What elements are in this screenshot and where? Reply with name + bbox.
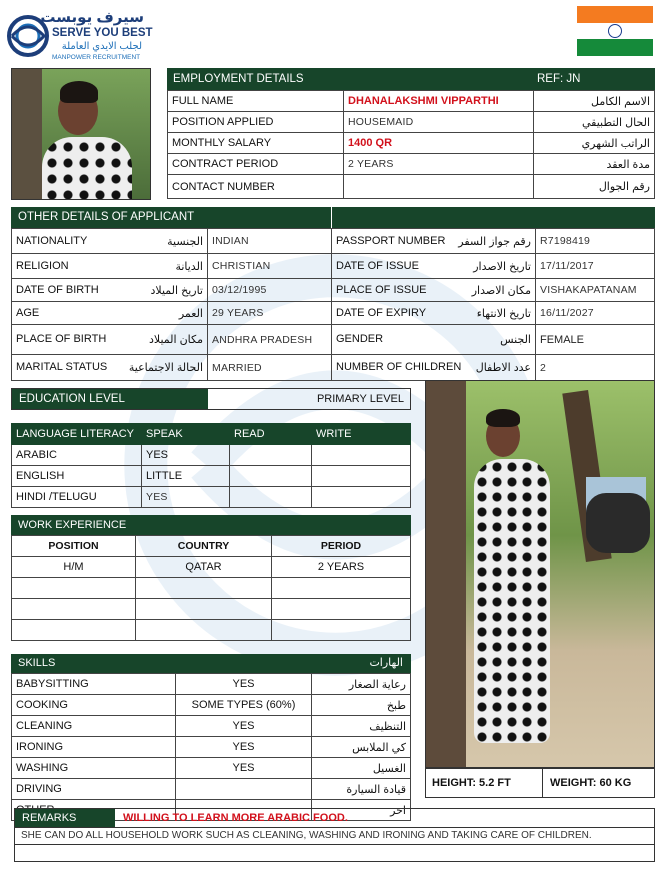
language-table — [11, 423, 411, 508]
read-col-header: READ — [230, 424, 312, 445]
table-row — [12, 599, 411, 620]
language-name: ENGLISH — [12, 466, 142, 487]
skill-value: YES — [176, 716, 312, 737]
table-row — [12, 779, 411, 800]
row-label-ar: الحال التطبيقي — [534, 112, 655, 133]
speak-col-header: SPEAK — [142, 424, 230, 445]
work-country: QATAR — [136, 557, 272, 578]
nationality-label: NATIONALITY — [16, 234, 88, 247]
table-row — [168, 133, 655, 154]
skills-title: SKILLS — [18, 657, 56, 669]
marital-value: MARRIED — [208, 355, 332, 381]
gender-label-ar: الجنس — [500, 334, 531, 346]
skill-name-ar: طبخ — [312, 695, 411, 716]
country-col-header: COUNTRY — [136, 536, 272, 557]
marital-label-ar: الحالة الاجتماعية — [128, 362, 203, 374]
skill-name-ar: اخر — [312, 800, 411, 821]
skill-value — [176, 779, 312, 800]
skill-name: CLEANING — [12, 716, 176, 737]
row-label: CONTRACT PERIOD — [168, 154, 344, 175]
children-label-ar: عدد الاطفال — [475, 362, 531, 374]
children-value: 2 — [536, 355, 655, 381]
work-experience-title: WORK EXPERIENCE — [18, 519, 127, 531]
table-row — [12, 466, 411, 487]
remarks-highlight: WILLING TO LEARN MORE ARABIC FOOD. — [123, 812, 348, 824]
other-details-table — [11, 228, 655, 381]
table-row — [168, 175, 655, 199]
dob-label-ar: تاريخ الميلاد — [150, 284, 203, 297]
issue-place-label: PLACE OF ISSUE — [336, 283, 427, 296]
table-row — [168, 112, 655, 133]
row-label: CONTACT NUMBER — [168, 175, 344, 199]
skill-name: WASHING — [12, 758, 176, 779]
expiry-label: DATE OF EXPIRY — [336, 306, 427, 319]
row-label-ar: رقم الجوال — [534, 175, 655, 199]
table-row — [12, 487, 411, 508]
expiry-label-ar: تاريخ الانتهاء — [476, 307, 531, 320]
age-label: AGE — [16, 306, 40, 319]
row-label: MONTHLY SALARY — [168, 133, 344, 154]
table-row — [12, 557, 411, 578]
skill-name: DRIVING — [12, 779, 176, 800]
skills-title-ar: الهارات — [369, 657, 403, 669]
table-row — [168, 91, 655, 112]
dob-label: DATE OF BIRTH — [16, 283, 99, 296]
nationality-value: INDIAN — [208, 229, 332, 254]
row-label: FULL NAME — [168, 91, 344, 112]
issue-date-value: 17/11/2017 — [536, 254, 655, 279]
table-row — [12, 254, 655, 279]
language-header-row — [12, 424, 411, 445]
issue-place-label-ar: مكان الاصدار — [471, 284, 531, 297]
skill-name-ar: الغسيل — [312, 758, 411, 779]
skill-name-ar: كي الملابس — [312, 737, 411, 758]
table-row — [12, 325, 655, 355]
skill-value: YES — [176, 674, 312, 695]
remarks-box — [14, 808, 655, 862]
row-label: POSITION APPLIED — [168, 112, 344, 133]
brand-english-name: SERVE YOU BEST — [52, 27, 153, 39]
skill-name-ar: التنظيف — [312, 716, 411, 737]
table-row — [12, 229, 655, 254]
table-row — [12, 279, 655, 302]
row-label-ar: الاسم الكامل — [534, 91, 655, 112]
weight-value: WEIGHT: 60 KG — [550, 777, 632, 789]
contact-value — [344, 175, 534, 199]
skill-name: COOKING — [12, 695, 176, 716]
position-value: HOUSEMAID — [344, 112, 534, 133]
speak-value: YES — [142, 487, 230, 508]
write-col-header: WRITE — [312, 424, 411, 445]
salary-value: 1400 QR — [344, 133, 534, 154]
skill-name-ar: رعاية الصغار — [312, 674, 411, 695]
row-label-ar: الراتب الشهري — [534, 133, 655, 154]
work-header-row — [12, 536, 411, 557]
religion-value: CHRISTIAN — [208, 254, 332, 279]
speak-value: YES — [142, 445, 230, 466]
physical-stats — [425, 768, 655, 798]
passport-label: PASSPORT NUMBER — [336, 234, 446, 247]
age-label-ar: العمر — [178, 307, 203, 320]
skill-value: YES — [176, 737, 312, 758]
skill-name: BABYSITTING — [12, 674, 176, 695]
speak-value: LITTLE — [142, 466, 230, 487]
skill-name: IRONING — [12, 737, 176, 758]
brand-english-tagline: MANPOWER RECRUITMENT — [52, 54, 141, 61]
period-col-header: PERIOD — [272, 536, 411, 557]
table-row — [12, 674, 411, 695]
issue-date-label-ar: تاريخ الاصدار — [473, 260, 531, 273]
remarks-text: SHE CAN DO ALL HOUSEHOLD WORK SUCH AS CLEANING, WASHING AND IRONING AND TAKING CARE OF CHILDREN. — [21, 830, 592, 841]
language-name: ARABIC — [12, 445, 142, 466]
india-flag-icon — [577, 6, 653, 56]
table-row — [12, 737, 411, 758]
skill-value: YES — [176, 758, 312, 779]
brand-arabic-tagline: لجلب الايدي العاملة — [61, 41, 142, 52]
table-row — [168, 154, 655, 175]
skills-header — [11, 654, 411, 673]
education-label: EDUCATION LEVEL — [19, 393, 125, 405]
gender-label: GENDER — [336, 333, 384, 345]
education-row — [11, 388, 411, 410]
table-row — [12, 355, 655, 381]
table-row — [12, 445, 411, 466]
issue-date-label: DATE OF ISSUE — [336, 259, 419, 272]
table-row — [12, 302, 655, 325]
table-row — [12, 620, 411, 641]
gender-value: FEMALE — [536, 325, 655, 355]
age-value: 29 YEARS — [208, 302, 332, 325]
employment-header — [167, 68, 655, 90]
work-position: H/M — [12, 557, 136, 578]
other-details-title: OTHER DETAILS OF APPLICANT — [18, 211, 195, 223]
table-row — [12, 695, 411, 716]
birthplace-label-ar: مكان الميلاد — [148, 334, 203, 346]
applicant-photo-large — [425, 380, 655, 768]
table-row — [12, 578, 411, 599]
full-name-value: DHANALAKSHMI VIPPARTHI — [344, 91, 534, 112]
marital-label: MARITAL STATUS — [16, 361, 108, 373]
contract-value: 2 YEARS — [344, 154, 534, 175]
table-row — [12, 758, 411, 779]
issue-place-value: VISHAKAPATANAM — [536, 279, 655, 302]
religion-label: RELIGION — [16, 259, 69, 272]
applicant-photo-small — [11, 68, 151, 200]
passport-label-ar: رقم جواز السفر — [458, 235, 531, 248]
children-label: NUMBER OF CHILDREN — [336, 361, 462, 373]
employment-table — [167, 90, 655, 199]
position-col-header: POSITION — [12, 536, 136, 557]
work-experience-table — [11, 535, 411, 641]
passport-value: R7198419 — [536, 229, 655, 254]
brand-logo — [6, 8, 156, 64]
employment-title: EMPLOYMENT DETAILS — [173, 73, 304, 85]
skill-name-ar: قيادة السيارة — [312, 779, 411, 800]
birthplace-value: ANDHRA PRADESH — [208, 325, 332, 355]
work-period: 2 YEARS — [272, 557, 411, 578]
religion-label-ar: الديانة — [175, 260, 203, 273]
skills-table — [11, 673, 411, 821]
expiry-value: 16/11/2027 — [536, 302, 655, 325]
brand-arabic-name: سيرف يوبست — [40, 9, 144, 26]
nationality-label-ar: الجنسية — [167, 235, 203, 248]
row-label-ar: مدة العقد — [534, 154, 655, 175]
work-experience-header — [11, 515, 411, 535]
language-name: HINDI /TELUGU — [12, 487, 142, 508]
language-col-header: LANGUAGE LITERACY — [12, 424, 142, 445]
table-row — [12, 716, 411, 737]
skill-value: SOME TYPES (60%) — [176, 695, 312, 716]
remarks-label: REMARKS — [22, 812, 77, 824]
height-value: HEIGHT: 5.2 FT — [432, 777, 511, 789]
other-details-header — [11, 207, 655, 228]
education-value: PRIMARY LEVEL — [316, 393, 404, 405]
reference-number: REF: JN — [537, 73, 581, 85]
birthplace-label: PLACE OF BIRTH — [16, 333, 107, 345]
dob-value: 03/12/1995 — [208, 279, 332, 302]
